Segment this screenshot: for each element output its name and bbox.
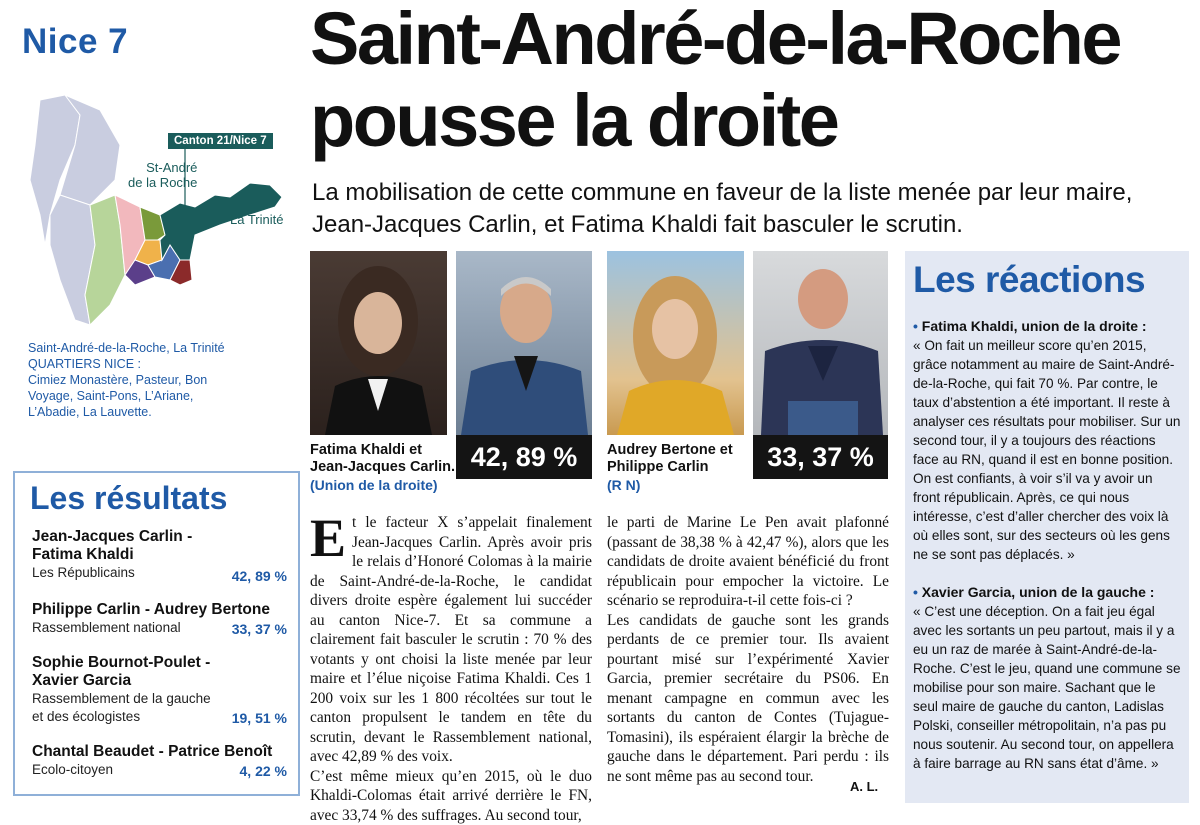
photo-philippe-carlin [753, 251, 888, 435]
author-initials: A. L. [850, 779, 878, 794]
map-communes: Saint-André-de-la-Roche, La Trinité [28, 341, 225, 356]
result-item [32, 654, 287, 726]
score-badge-right: 33, 37 % [753, 435, 888, 479]
result-party: Rassemblement de la gauche et des écologistes [32, 690, 287, 726]
bullet-icon: • [913, 318, 922, 334]
section-title: Nice 7 [22, 22, 128, 62]
result-name: Sophie Bournot-Poulet - Xavier Garcia [32, 654, 287, 690]
results-title: Les résultats [30, 480, 227, 517]
result-item [32, 528, 287, 584]
article-paragraph: t le facteur X s’appelait finalement Jean-Jacques Carlin. Après avoir pris le relais d’Honoré Colomas à la mairie de Saint-André-de-la-Roche, le candidat divers droite espère également lui succéder au canton Nice-7. Et sa commune a clairement fait basculer le scrutin : 70 % des votants y ont choisi la liste menée par leur maire et l’élue niçoise Fatima Khaldi. Ces 1 200 voix sur les 1 800 récoltées sur tout le canton propulsent le tandem en tête du scrutin, devant le Rassemblement national, avec 42,89 % des voix. [310, 513, 592, 767]
caption-left-names: Fatima Khaldi et Jean-Jacques Carlin. [310, 442, 455, 476]
reaction-text: « On fait un meilleur score qu’en 2015, grâce notamment au maire de Saint-André-de-la-Roche, qui fait 70 %. Par contre, le taux d’abstention a été important. Il reste à analyser ces résultats pour mobiliser. Sur un second tour, il y a toujours des réactions face au RN, quand il est en bonne position. On est confiants, à voir s’il va y avoir un front républicain. Après, ce qui nous intéresse, c’est d’aller chercher des voix là où elles sont, sur des secteurs où les gens ne se sont pas déplacés. » [913, 336, 1183, 564]
result-party: Les Républicains [32, 564, 287, 582]
bullet-icon: • [913, 584, 922, 600]
dropcap: E [310, 516, 346, 560]
article-column-2 [607, 513, 889, 786]
result-item [32, 743, 287, 779]
reaction-text: « C’est une déception. On a fait jeu égal avec les sortants un peu partout, mais il y a eu un raz de marée à Saint-André-de-la-Roche. C’est le jeu, quand une commune se mobilise pour son maire. Sachant que le seul maire de gauche du canton, Ladislas Polski, conseiller métropolitain, n’a pas pu nous soutenir. Au second tour, on appellera à faire barrage au RN sans état d’âme. » [913, 602, 1183, 773]
result-name: Chantal Beaudet - Patrice Benoît [32, 743, 287, 761]
score-badge-left: 42, 89 % [456, 435, 592, 479]
reaction-head: • Fatima Khaldi, union de la droite : [913, 318, 1147, 334]
caption-left-party: (Union de la droite) [310, 477, 438, 493]
photo-audrey-bertone [607, 251, 744, 435]
reactions-title: Les réactions [913, 259, 1145, 301]
result-pct: 42, 89 % [232, 568, 287, 584]
result-party: Rassemblement national [32, 619, 287, 637]
article-paragraph: le parti de Marine Le Pen avait plafonné (passant de 38,38 % à 42,47 %), alors que les candidats de droite avaient bénéficié du front républicain pour empocher la victoire. Le scénario se reproduira-t-il cette fois-ci ? [607, 513, 889, 611]
map-quarters-list: Cimiez Monastère, Pasteur, Bon Voyage, Saint-Pons, L’Ariane, L’Abadie, La Lauvette. [28, 372, 218, 420]
result-pct: 33, 37 % [232, 621, 287, 637]
canton-label: Canton 21/Nice 7 [168, 133, 273, 149]
result-item [32, 601, 287, 637]
headline: Saint-André-de-la-Roche pousse la droite [310, 0, 1190, 162]
caption-right-party: (R N) [607, 477, 640, 493]
map-label-la-trinite: La Trinité [230, 212, 283, 227]
article-paragraph: C’est même mieux qu’en 2015, où le duo Khaldi-Colomas était arrivé derrière le FN, avec 33,74 % des suffrages. Au second tour, [310, 767, 592, 825]
article-column-1 [310, 513, 592, 825]
result-party: Ecolo-citoyen [32, 761, 287, 779]
result-name: Philippe Carlin - Audrey Bertone [32, 601, 287, 619]
map-label-st-andre: St-André de la Roche [128, 160, 197, 190]
subtitle: La mobilisation de cette commune en faveur de la liste menée par leur maire, Jean-Jacques Carlin, et Fatima Khaldi fait basculer le scrutin. [312, 177, 1192, 241]
map-quarters-head: QUARTIERS NICE : [28, 356, 218, 372]
result-pct: 19, 51 % [232, 710, 287, 726]
photo-fatima-khaldi [310, 251, 447, 435]
photo-jean-jacques-carlin [456, 251, 592, 435]
reaction-head: • Xavier Garcia, union de la gauche : [913, 584, 1154, 600]
result-pct: 4, 22 % [240, 763, 287, 779]
map-quarters [28, 356, 218, 420]
caption-right-names: Audrey Bertone et Philippe Carlin [607, 442, 733, 476]
result-name: Jean-Jacques Carlin - Fatima Khaldi [32, 528, 287, 564]
article-paragraph: Les candidats de gauche sont les grands perdants de ce premier tour. Ils avaient pourtant misé sur l’expérimenté Xavier Garcia, premier secrétaire du PS06. En menant campagne en commun avec les sortants du canton de Contes (Tujague-Tomasini), ils espéraient élargir la brèche de gauche dans le département. Pari perdu : ils ne sont même pas au second tour. [607, 611, 889, 787]
